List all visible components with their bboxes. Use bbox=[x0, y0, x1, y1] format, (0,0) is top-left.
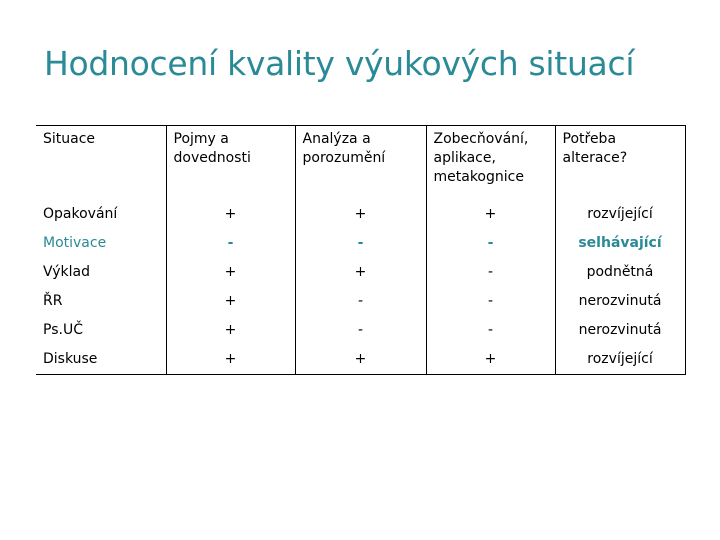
cell-concepts: + bbox=[166, 287, 295, 316]
cell-alteration: nerozvinutá bbox=[555, 287, 685, 316]
cell-generalization: + bbox=[426, 345, 555, 375]
table-row bbox=[36, 200, 685, 229]
header-generalization-text: Zobecňování, aplikace, metakognice bbox=[433, 131, 529, 185]
header-concepts-skills bbox=[166, 126, 295, 201]
header-alteration-need-text: Potřeba alterace? bbox=[562, 131, 628, 166]
cell-generalization: - bbox=[426, 316, 555, 345]
header-analysis-understanding-text: Analýza a porozumění bbox=[302, 131, 386, 166]
table-row bbox=[36, 229, 685, 258]
table-row bbox=[36, 258, 685, 287]
cell-analysis: - bbox=[295, 316, 426, 345]
cell-alteration: selhávající bbox=[555, 229, 685, 258]
cell-generalization: - bbox=[426, 287, 555, 316]
cell-situation: Opakování bbox=[36, 200, 166, 229]
evaluation-table bbox=[36, 125, 686, 375]
page-title: Hodnocení kvality výukových situací bbox=[44, 44, 635, 83]
cell-situation: Ps.UČ bbox=[36, 316, 166, 345]
table-header-row bbox=[36, 126, 685, 201]
cell-concepts: + bbox=[166, 345, 295, 375]
cell-situation: Výklad bbox=[36, 258, 166, 287]
table-row bbox=[36, 287, 685, 316]
cell-alteration: podnětná bbox=[555, 258, 685, 287]
header-generalization bbox=[426, 126, 555, 201]
cell-situation: Motivace bbox=[36, 229, 166, 258]
header-alteration-need bbox=[555, 126, 685, 201]
cell-analysis: - bbox=[295, 229, 426, 258]
cell-analysis: + bbox=[295, 258, 426, 287]
cell-analysis: + bbox=[295, 345, 426, 375]
header-analysis-understanding bbox=[295, 126, 426, 201]
cell-generalization: - bbox=[426, 229, 555, 258]
cell-concepts: + bbox=[166, 258, 295, 287]
cell-generalization: + bbox=[426, 200, 555, 229]
cell-generalization: - bbox=[426, 258, 555, 287]
cell-analysis: + bbox=[295, 200, 426, 229]
cell-concepts: - bbox=[166, 229, 295, 258]
cell-analysis: - bbox=[295, 287, 426, 316]
header-situation: Situace bbox=[36, 126, 166, 201]
cell-concepts: + bbox=[166, 316, 295, 345]
cell-concepts: + bbox=[166, 200, 295, 229]
header-concepts-skills-text: Pojmy a dovednosti bbox=[173, 131, 251, 166]
cell-alteration: rozvíjející bbox=[555, 200, 685, 229]
cell-alteration: rozvíjející bbox=[555, 345, 685, 375]
cell-situation: Diskuse bbox=[36, 345, 166, 375]
table-row bbox=[36, 316, 685, 345]
cell-alteration: nerozvinutá bbox=[555, 316, 685, 345]
cell-situation: ŘR bbox=[36, 287, 166, 316]
table-row bbox=[36, 345, 685, 375]
